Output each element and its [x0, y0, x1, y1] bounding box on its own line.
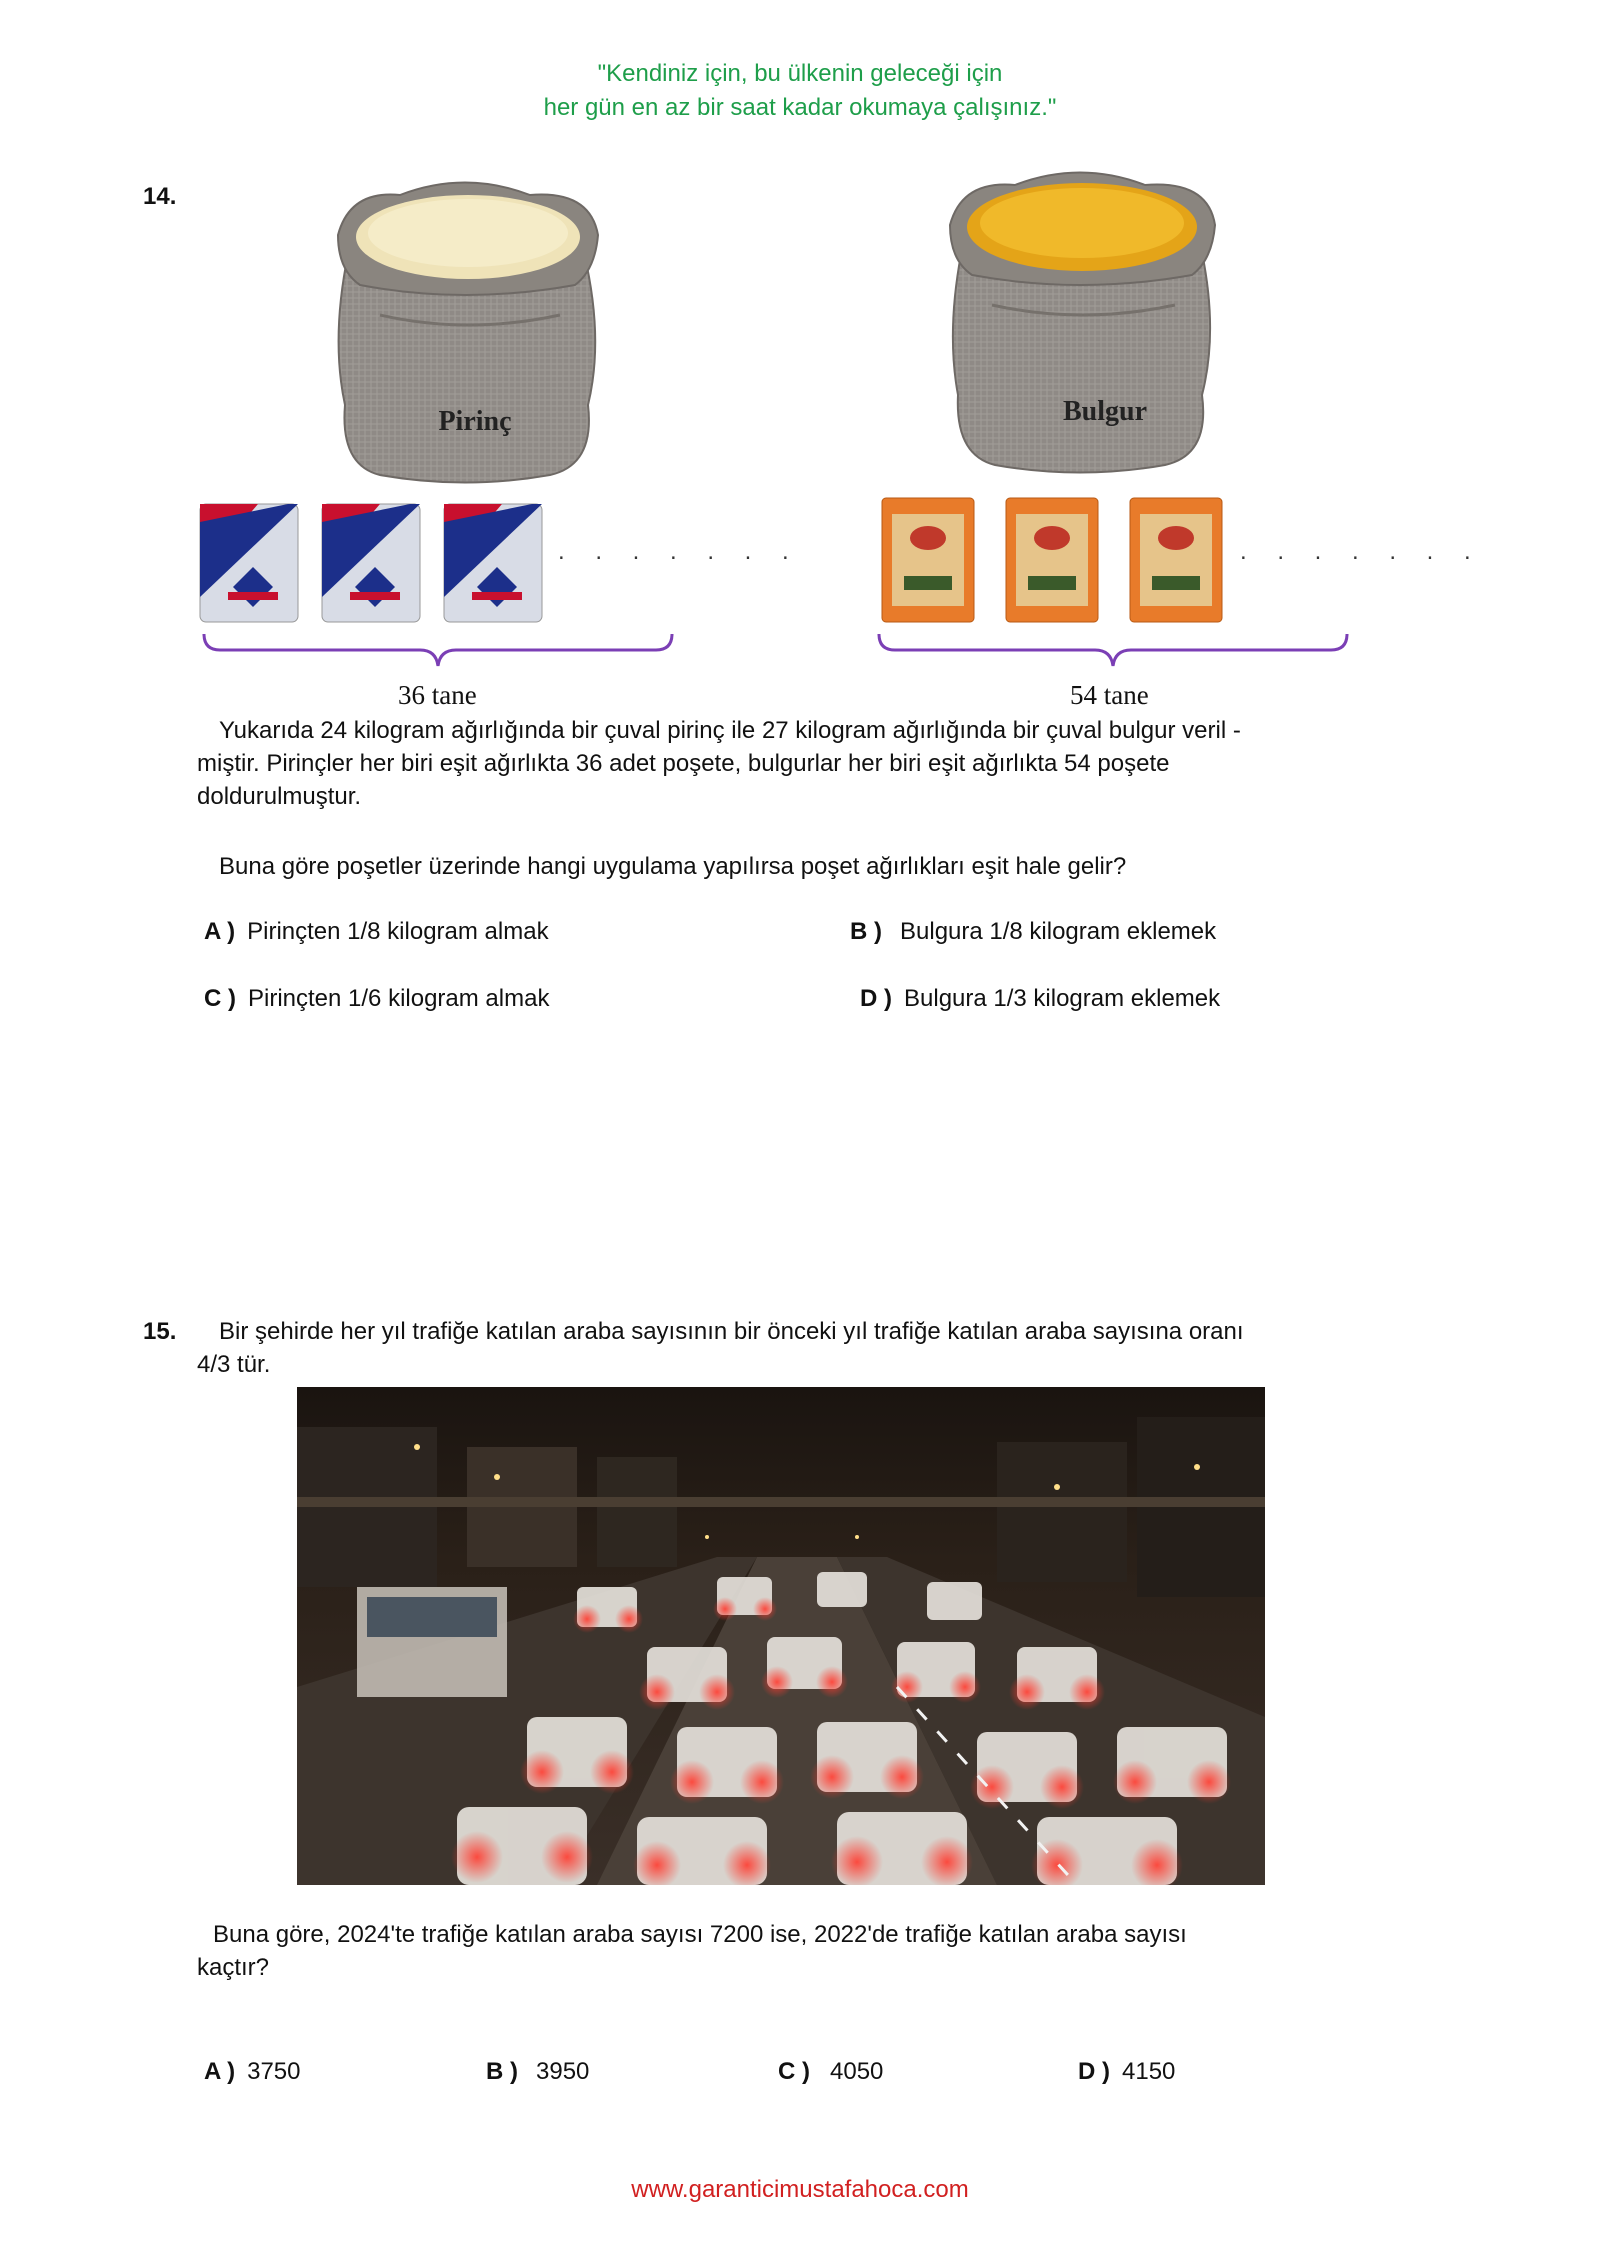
option-text: 3950 — [536, 2058, 590, 2085]
question-15-number: 15. — [143, 1318, 177, 1345]
q15-prompt-line-2: kaçtır? — [197, 1954, 270, 1981]
q14-option-b[interactable] — [850, 918, 1216, 946]
q14-para-line-3: doldurulmuştur. — [197, 783, 362, 810]
bulgur-brace — [875, 632, 1355, 672]
option-text: 3750 — [247, 2058, 301, 2085]
option-text: Bulgura 1/3 kilogram eklemek — [904, 985, 1221, 1012]
option-letter: C ) — [204, 985, 236, 1012]
bulgur-packet-1 — [882, 498, 974, 622]
bulgur-continuation-dots: . . . . . . . — [1240, 538, 1483, 565]
q15-stem-line-2: 4/3 tür. — [197, 1351, 271, 1378]
quote-line-1: "Kendiniz için, bu ülkenin geleceği için — [597, 60, 1003, 87]
question-15-prompt — [197, 1918, 1397, 1984]
rice-brace — [200, 632, 680, 672]
q15-option-b[interactable] — [486, 2058, 589, 2086]
option-letter: B ) — [486, 2058, 518, 2085]
sack-label-bulgur: Bulgur — [1062, 396, 1148, 427]
option-text: Pirinçten 1/6 kilogram almak — [248, 985, 550, 1012]
option-letter: B ) — [850, 918, 882, 945]
q15-option-c[interactable] — [778, 2058, 883, 2086]
rice-count-label: 36 tane — [398, 680, 477, 710]
footer-website-link[interactable]: www.garanticimustafahoca.com — [631, 2176, 969, 2203]
question-15-stem — [197, 1315, 1397, 1381]
bulgur-count-label: 54 tane — [1070, 680, 1149, 710]
option-letter: C ) — [778, 2058, 810, 2085]
bulgur-packet-2 — [1006, 498, 1098, 622]
q15-option-a[interactable] — [204, 2058, 301, 2086]
question-14-prompt: Buna göre poşetler üzerinde hangi uygulama yapılırsa poşet ağırlıkları eşit hale gelir? — [219, 853, 1127, 880]
sack-label-rice: Pirinç — [438, 406, 512, 437]
option-letter: D ) — [1078, 2058, 1110, 2085]
option-letter: A ) — [204, 918, 236, 945]
q14-para-line-2: miştir. Pirinçler her biri eşit ağırlıkta 36 adet poşete, bulgurlar her biri eşit ağırlıkta 54 poşete — [197, 750, 1170, 777]
traffic-photo — [297, 1387, 1265, 1885]
q15-option-d[interactable] — [1078, 2058, 1175, 2086]
option-text: Bulgura 1/8 kilogram eklemek — [900, 918, 1217, 945]
q14-option-a[interactable] — [204, 918, 549, 946]
q14-option-c[interactable] — [204, 985, 549, 1013]
q14-para-line-1: Yukarıda 24 kilogram ağırlığında bir çuval pirinç ile 27 kilogram ağırlığında bir çuval bulgur veril - — [219, 717, 1241, 744]
rice-packets — [198, 502, 548, 624]
rice-packet-3 — [444, 504, 542, 622]
quote-line-2: her gün en az bir saat kadar okumaya çalışınız." — [543, 94, 1057, 121]
bulgur-packets — [880, 496, 1230, 624]
rice-packet-1 — [200, 504, 298, 622]
q14-option-d[interactable] — [860, 985, 1220, 1013]
option-text: Pirinçten 1/8 kilogram almak — [247, 918, 549, 945]
rice-continuation-dots: . . . . . . . — [558, 538, 801, 565]
question-14-paragraph — [197, 714, 1397, 813]
header-quote — [0, 57, 1600, 125]
q15-prompt-line-1: Buna göre, 2024'te trafiğe katılan araba sayısı 7200 ise, 2022'de trafiğe katılan araba sayısı — [213, 1921, 1187, 1948]
rice-sack-illustration — [320, 175, 610, 485]
option-letter: A ) — [204, 2058, 236, 2085]
option-text: 4150 — [1122, 2058, 1176, 2085]
option-letter: D ) — [860, 985, 892, 1012]
option-text: 4050 — [830, 2058, 884, 2085]
bulgur-sack-illustration — [930, 165, 1230, 475]
rice-packet-2 — [322, 504, 420, 622]
q15-stem-line-1: Bir şehirde her yıl trafiğe katılan araba sayısının bir önceki yıl trafiğe katılan araba sayısına oranı — [219, 1318, 1244, 1345]
bulgur-packet-3 — [1130, 498, 1222, 622]
question-14-number: 14. — [143, 183, 177, 210]
